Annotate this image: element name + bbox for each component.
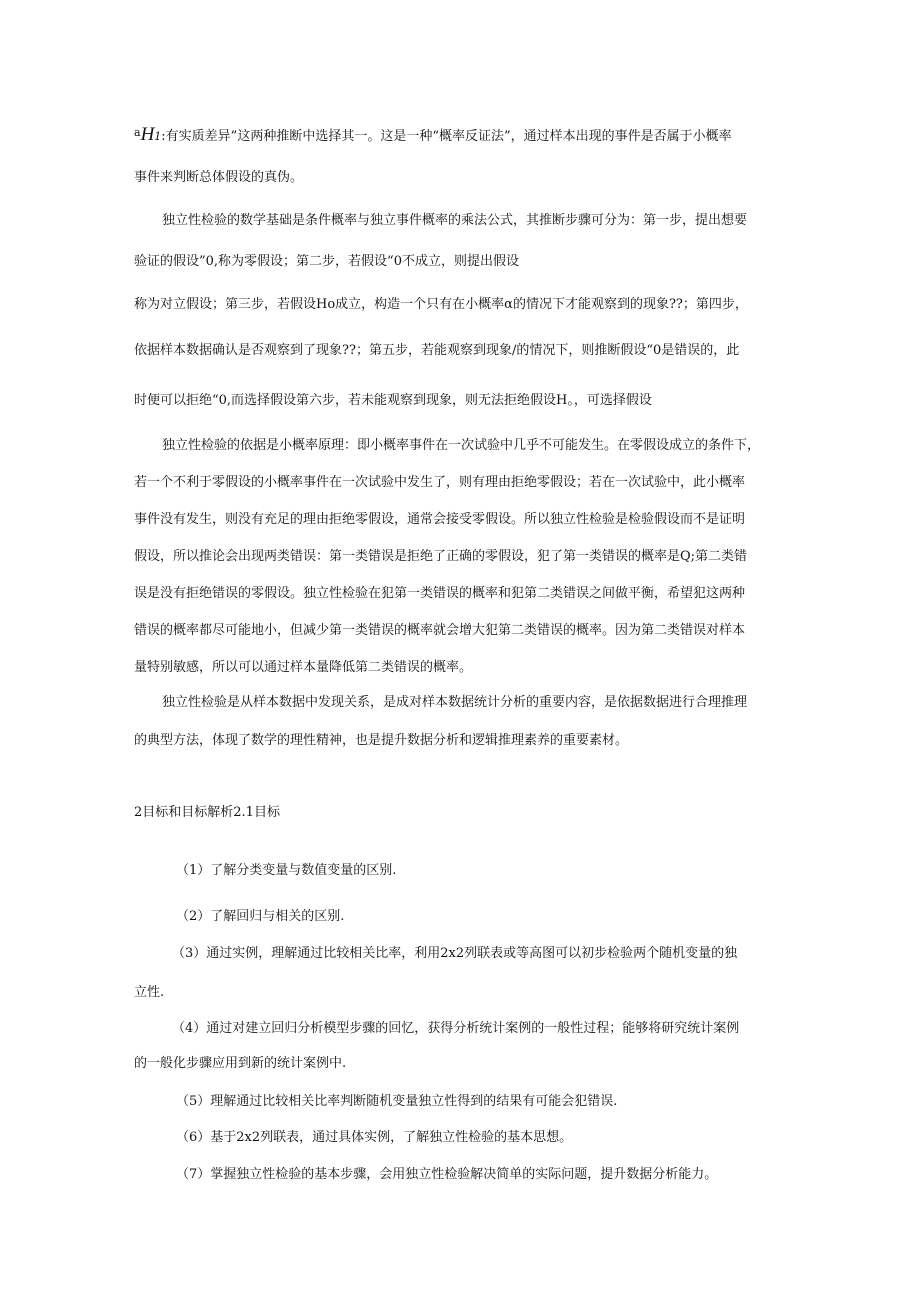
objective-item-7: （7）掌握独立性检验的基本步骤，会用独立性检验解决简单的实际问题，提升数据分析能力。 (176, 1167, 718, 1182)
paragraph-3-line-2: 若一个不利于零假设的小概率事件在一次试验中发生了，则有理由拒绝零假设；若在一次试验中，此小概率 (134, 475, 746, 490)
paragraph-1-line-1 (134, 124, 732, 146)
objective-item-2: （2）了解回归与相关的区别. (176, 909, 345, 924)
paragraph-2-line-3: 称为对立假设；第三步，若假设Ho成立，构造一个只有在小概率α的情况下才能观察到的现象??；第四步， (134, 297, 748, 312)
objective-item-5: （5）理解通过比较相关比率判断随机变量独立性得到的结果有可能会犯错误. (176, 1094, 618, 1109)
paragraph-4-line-2: 的典型方法，体现了数学的理性精神，也是提升数据分析和逻辑推理素养的重要素材。 (134, 733, 629, 748)
paragraph-3-line-4: 假设，所以推论会出现两类错误：第一类错误是拒绝了正确的零假设，犯了第一类错误的概率是Q;第二类错 (134, 549, 748, 564)
paragraph-3-line-6: 错误的概率都尽可能地小，但减少第一类错误的概率就会增大犯第二类错误的概率。因为第二类错误对样本 (134, 623, 746, 638)
math-symbol: H (140, 124, 155, 145)
objective-item-3-line-2: 立性. (134, 985, 165, 1000)
objective-item-6: （6）基于2x2列联表，通过具体实例，了解独立性检验的基本思想。 (176, 1130, 573, 1145)
paragraph-3-line-5: 误是没有拒绝错误的零假设。独立性检验在犯第一类错误的概率和犯第二类错误之间做平衡，希望犯这两种 (134, 586, 746, 601)
objective-item-3-line-1: （3）通过实例，理解通过比较相关比率，利用2x2列联表或等高图可以初步检验两个随机变量的独 (172, 946, 738, 961)
paragraph-4-line-1: 独立性检验是从样本数据中发现关系，是成对样本数据统计分析的重要内容，是依据数据进行合理推理 (162, 695, 748, 710)
lead-mark: a (134, 126, 141, 139)
paragraph-3-line-3: 事件没有发生，则没有充足的理由拒绝零假设，通常会接受零假设。所以独立性检验是检验假设而不是证明 (134, 512, 746, 527)
paragraph-3-line-1: 独立性检验的依据是小概率原理：即小概率事件在一次试验中几乎不可能发生。在零假设成立的条件下， (162, 438, 761, 453)
objective-item-4-line-1: （4）通过对建立回归分析模型步骤的回忆，获得分析统计案例的一般性过程；能够将研究统计案例 (172, 1021, 740, 1036)
math-subscript: 1 (154, 130, 162, 143)
paragraph-2-line-5: 时便可以拒绝“0,而选择假设第六步，若未能观察到现象，则无法拒绝假设H。，可选择假设 (134, 393, 652, 408)
paragraph-3-line-7: 量特别敏感，所以可以通过样本量降低第二类错误的概率。 (134, 660, 473, 675)
paragraph-1-line-2: 事件来判断总体假设的真伪。 (134, 170, 304, 185)
paragraph-2-line-1: 独立性检验的数学基础是条件概率与独立事件概率的乘法公式，其推断步骤可分为：第一步，提出想要 (162, 213, 748, 228)
paragraph-2-line-2: 验证的假设”0,称为零假设；第二步，若假设“0不成立，则提出假设 (134, 254, 519, 269)
objective-item-4-line-2: 的一般化步骤应用到新的统计案例中. (134, 1056, 347, 1071)
paragraph-1-line-1-text: :有实质差异”这两种推断中选择其一。这是一种“概率反证法”，通过样本出现的事件是否属于小概率 (161, 129, 732, 144)
section-heading: 2目标和目标解析2.1目标 (134, 805, 280, 820)
paragraph-2-line-4: 依据样本数据确认是否观察到了现象??；第五步，若能观察到现象/的情况下，则推断假设“0是错误的，此 (134, 343, 740, 358)
objective-item-1: （1）了解分类变量与数值变量的区别. (176, 863, 397, 878)
